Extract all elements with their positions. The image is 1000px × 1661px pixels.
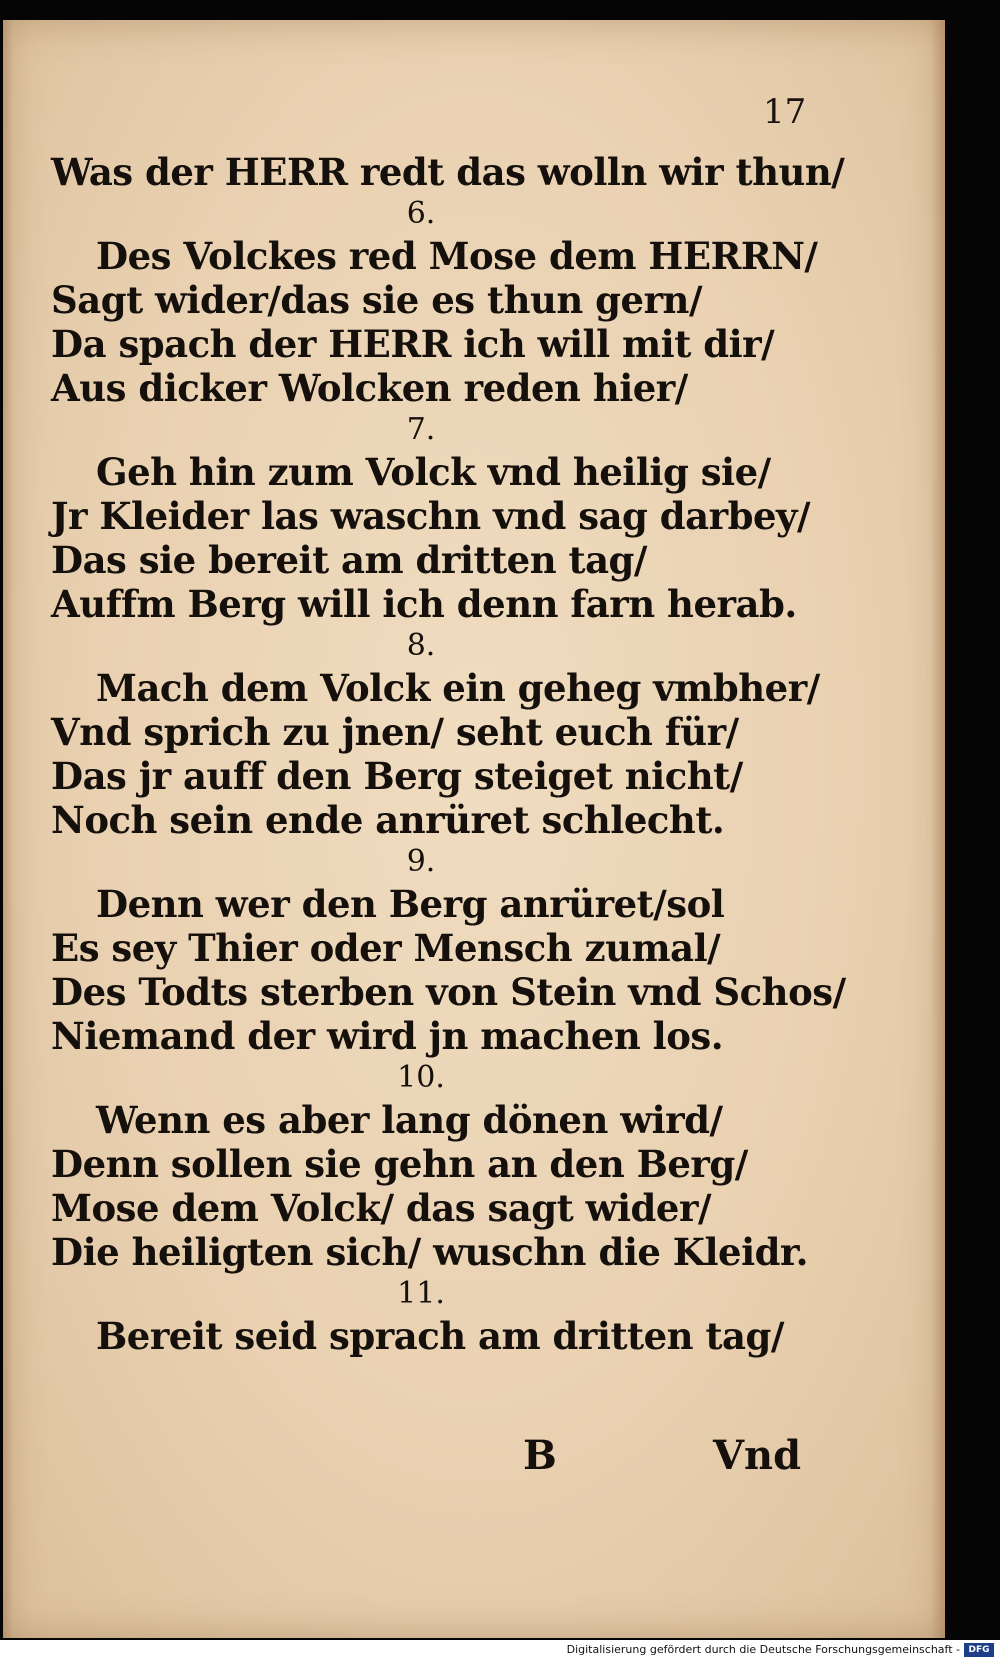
credit-text: Digitalisierung gefördert durch die Deutsche Forschungsgemeinschaft -: [566, 1643, 960, 1656]
text-line: Niemand der wird jn machen los.: [51, 1014, 724, 1058]
text-line: Aus dicker Wolcken reden hier/: [51, 366, 688, 410]
page-right-edge: [931, 20, 945, 1638]
text-line: Sagt wider/das sie es thun gern/: [51, 278, 702, 322]
signature-mark: B: [523, 1432, 557, 1479]
page-number: 17: [763, 92, 807, 132]
book-page: [3, 20, 945, 1638]
text-line: Mach dem Volck ein geheg vmbher/: [96, 666, 820, 710]
text-line: Noch sein ende anrüret schlecht.: [51, 798, 725, 842]
verse-number: 7.: [406, 412, 436, 447]
text-line: Geh hin zum Volck vnd heilig sie/: [96, 450, 771, 494]
text-line: Wenn es aber lang dönen wird/: [96, 1098, 723, 1142]
digitization-credit-bar: [0, 1640, 1000, 1661]
page-left-edge: [3, 20, 13, 1638]
text-line: Jr Kleider las waschn vnd sag darbey/: [51, 494, 811, 538]
text-line: Auffm Berg will ich denn farn herab.: [51, 582, 797, 626]
text-line: Da spach der HERR ich will mit dir/: [51, 322, 775, 366]
verse-number: 11.: [397, 1276, 445, 1311]
verse-number: 6.: [406, 196, 436, 231]
verse-number: 8.: [406, 628, 436, 663]
text-line: Es sey Thier oder Mensch zumal/: [51, 926, 721, 970]
text-line: Denn sollen sie gehn an den Berg/: [51, 1142, 748, 1186]
verse-number: 9.: [406, 844, 436, 879]
text-line: Mose dem Volck/ das sagt wider/: [51, 1186, 711, 1230]
text-line: Was der HERR redt das wolln wir thun/: [51, 150, 845, 194]
hymn-text: [51, 150, 846, 1358]
catchword: Vnd: [713, 1432, 802, 1479]
verse-number: 10.: [397, 1060, 445, 1095]
text-line: Denn wer den Berg anrüret/sol: [96, 882, 725, 926]
text-line: Vnd sprich zu jnen/ seht euch für/: [51, 710, 739, 754]
text-line: Die heiligten sich/ wuschn die Kleidr.: [51, 1230, 808, 1274]
text-line: Das jr auff den Berg steiget nicht/: [51, 754, 743, 798]
text-line: Des Todts sterben von Stein vnd Schos/: [51, 970, 846, 1014]
text-line: Das sie bereit am dritten tag/: [51, 538, 647, 582]
text-line: Des Volckes red Mose dem HERRN/: [96, 234, 818, 278]
dfg-logo: DFG: [964, 1643, 994, 1657]
text-line: Bereit seid sprach am dritten tag/: [96, 1314, 784, 1358]
